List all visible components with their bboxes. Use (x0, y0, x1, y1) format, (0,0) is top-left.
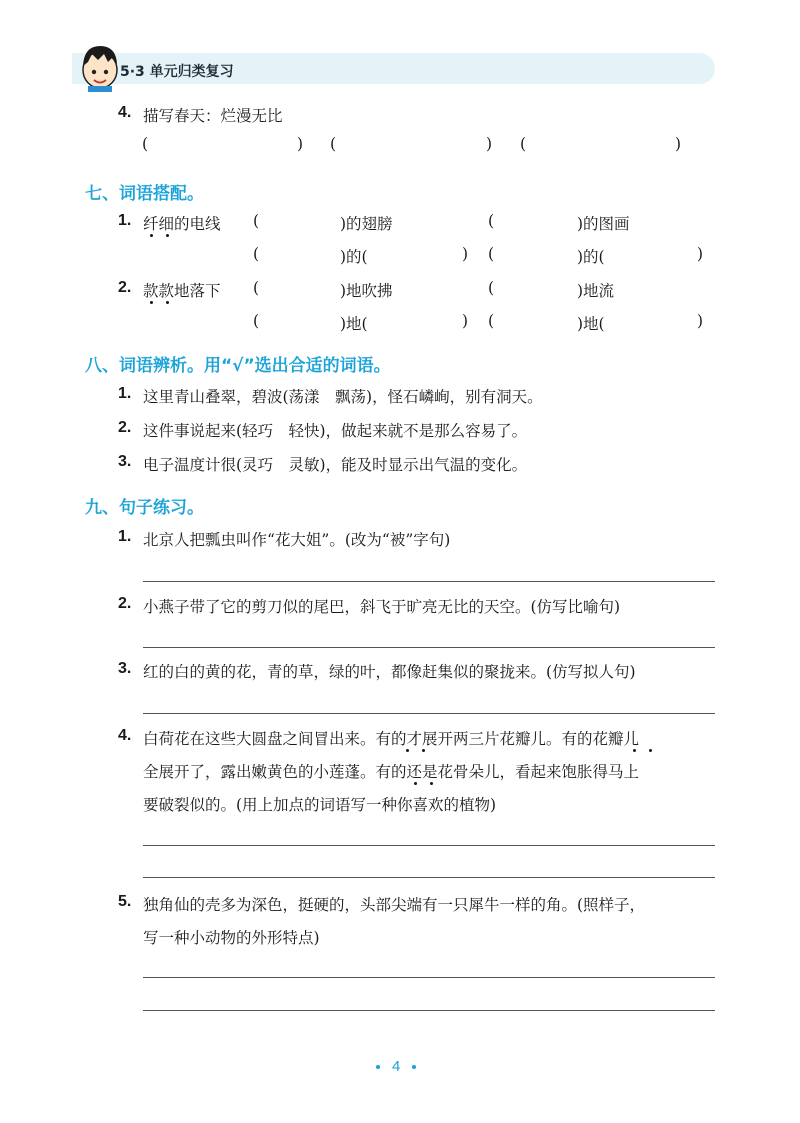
q9-4-line-1: 白荷花在这些大圆盘之间冒出来。有的才展开两三片花瓣儿。有的花瓣儿 (143, 730, 640, 748)
blank-paren: ( (488, 212, 495, 230)
collocation-suffix: )地吹拂 (340, 282, 393, 300)
blank-paren: ( (253, 312, 260, 330)
q6-4-text: 描写春天：烂漫无比 (143, 107, 283, 125)
blank-paren: ( (142, 135, 149, 153)
section-9-title: 九、句子练习。 (85, 498, 204, 518)
q8-1-text: 这里青山叠翠，碧波(荡漾 飘荡)，怪石嶙峋，别有洞天。 (143, 388, 543, 406)
blank-paren: ( (253, 212, 260, 230)
q8-3-number: 3. (118, 453, 132, 470)
q8-2-text: 这件事说起来(轻巧 轻快)，做起来就不是那么容易了。 (143, 422, 528, 440)
blank-paren: ) (297, 135, 304, 153)
emphasis-dot (150, 234, 153, 237)
q7-2-head: 款款地落下 (143, 282, 221, 300)
q8-3-text: 电子温度计很(灵巧 灵敏)，能及时显示出气温的变化。 (143, 456, 528, 474)
section-7-title: 七、词语搭配。 (85, 184, 204, 204)
q9-3-number: 3. (118, 660, 132, 677)
collocation-suffix: )的( (577, 248, 605, 266)
emphasis-dot (633, 749, 636, 752)
q9-5-line-2: 写一种小动物的外形特点) (143, 929, 320, 947)
collocation-suffix: )的翅膀 (340, 215, 393, 233)
answer-line[interactable] (143, 977, 715, 978)
q9-4-line-3: 要破裂似的。(用上加点的词语写一种你喜欢的植物) (143, 796, 497, 814)
blank-paren: ) (697, 312, 704, 330)
q9-2-number: 2. (118, 595, 132, 612)
boy-avatar-icon (78, 40, 122, 92)
emphasis-dot (166, 234, 169, 237)
page-number (376, 1058, 416, 1075)
blank-paren: ( (488, 279, 495, 297)
answer-line[interactable] (143, 845, 715, 846)
q9-5-line-1: 独角仙的壳多为深色，挺硬的，头部尖端有一只犀牛一样的角。(照样子， (143, 896, 646, 914)
emphasis-dot (166, 301, 169, 304)
answer-line[interactable] (143, 1010, 715, 1011)
blank-paren: ) (462, 245, 469, 263)
blank-paren: ( (330, 135, 337, 153)
page-dot (412, 1065, 416, 1069)
blank-paren: ( (488, 245, 495, 263)
collocation-suffix: )的图画 (577, 215, 630, 233)
q9-1-number: 1. (118, 528, 132, 545)
q9-4-number: 4. (118, 727, 132, 744)
answer-line[interactable] (143, 581, 715, 582)
blank-paren: ( (253, 279, 260, 297)
q9-3-text: 红的白的黄的花，青的草，绿的叶，都像赶集似的聚拢来。(仿写拟人句) (143, 663, 636, 681)
header-title: 5·3 单元归类复习 (120, 64, 234, 80)
page-number-text: 4 (392, 1058, 401, 1075)
blank-paren: ) (462, 312, 469, 330)
emphasis-dot (430, 782, 433, 785)
emphasis-dot (150, 301, 153, 304)
q9-1-text: 北京人把瓢虫叫作“花大姐”。(改为“被”字句) (143, 531, 451, 549)
q9-4-line-2: 全展开了，露出嫩黄色的小莲蓬。有的还是花骨朵儿，看起来饱胀得马上 (143, 763, 640, 781)
answer-line[interactable] (143, 713, 715, 714)
q9-2-text: 小燕子带了它的剪刀似的尾巴，斜飞于旷亮无比的天空。(仿写比喻句) (143, 598, 621, 616)
answer-line[interactable] (143, 647, 715, 648)
blank-paren: ( (488, 312, 495, 330)
q8-1-number: 1. (118, 385, 132, 402)
q6-4-number: 4. (118, 104, 132, 121)
q7-1-head: 纤细的电线 (143, 215, 221, 233)
collocation-suffix: )的( (340, 248, 368, 266)
answer-line[interactable] (143, 877, 715, 878)
page-dot (376, 1065, 380, 1069)
blank-paren: ) (675, 135, 682, 153)
section-8-title: 八、词语辨析。用“√”选出合适的词语。 (85, 356, 391, 376)
q8-2-number: 2. (118, 419, 132, 436)
blank-paren: ( (520, 135, 527, 153)
collocation-suffix: )地流 (577, 282, 615, 300)
emphasis-dot (406, 749, 409, 752)
q7-2-number: 2. (118, 279, 132, 296)
emphasis-dot (414, 782, 417, 785)
q7-1-number: 1. (118, 212, 132, 229)
collocation-suffix: )地( (577, 315, 605, 333)
emphasis-dot (422, 749, 425, 752)
emphasis-dot (649, 749, 652, 752)
blank-paren: ) (697, 245, 704, 263)
blank-paren: ( (253, 245, 260, 263)
q9-5-number: 5. (118, 893, 132, 910)
collocation-suffix: )地( (340, 315, 368, 333)
blank-paren: ) (486, 135, 493, 153)
